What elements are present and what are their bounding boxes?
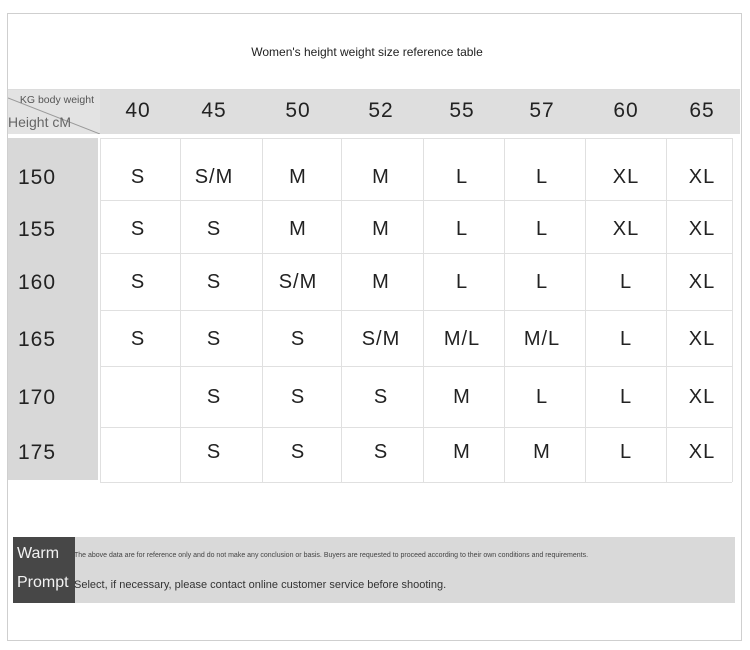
size-cell: M/L xyxy=(443,328,481,350)
weight-axis-label: KG body weight xyxy=(19,94,94,106)
grid-hline xyxy=(100,427,732,428)
size-cell: L xyxy=(535,218,549,240)
grid-hline xyxy=(100,253,732,254)
weight-header-52: 52 xyxy=(368,99,394,122)
size-cell: XL xyxy=(688,271,716,293)
notice-text-contact: Select, if necessary, please contact online customer service before shooting. xyxy=(74,579,447,591)
size-cell: S xyxy=(206,218,222,240)
size-cell: XL xyxy=(688,386,716,408)
size-cell: L xyxy=(535,271,549,293)
size-cell: M xyxy=(372,166,390,188)
size-cell: L xyxy=(455,271,469,293)
height-header-165: 165 xyxy=(18,328,57,351)
size-cell: S xyxy=(290,328,306,350)
size-cell: S xyxy=(290,386,306,408)
height-header-155: 155 xyxy=(18,218,57,241)
notice-label xyxy=(13,537,75,603)
notice-box xyxy=(13,537,735,603)
size-cell: XL xyxy=(688,218,716,240)
size-cell: S xyxy=(130,271,146,293)
size-cell: M xyxy=(453,386,471,408)
corner-header xyxy=(8,90,100,134)
notice-label-line1: Warm xyxy=(17,545,60,562)
size-cell: S xyxy=(373,441,389,463)
size-cell: XL xyxy=(612,166,640,188)
size-cell: S xyxy=(130,328,146,350)
size-cell: S xyxy=(373,386,389,408)
size-cell: L xyxy=(619,441,633,463)
size-grid xyxy=(100,138,732,482)
grid-hline xyxy=(100,366,732,367)
size-cell: S/M xyxy=(278,271,318,293)
size-cell: L xyxy=(535,386,549,408)
page-title: Women's height weight size reference table xyxy=(251,45,483,59)
size-cell: S xyxy=(130,166,146,188)
weight-header-57: 57 xyxy=(529,99,555,122)
size-cell: S xyxy=(206,328,222,350)
size-cell: L xyxy=(455,218,469,240)
size-cell: M xyxy=(289,166,307,188)
notice-label-line2: Prompt xyxy=(17,574,69,591)
size-cell: L xyxy=(619,271,633,293)
size-cell: S xyxy=(206,386,222,408)
size-cell: L xyxy=(455,166,469,188)
size-cell: M xyxy=(289,218,307,240)
weight-header-40: 40 xyxy=(125,99,151,122)
size-cell: M xyxy=(372,271,390,293)
size-cell: S xyxy=(130,218,146,240)
size-cell: S xyxy=(206,441,222,463)
grid-hline xyxy=(100,482,732,483)
weight-header-45: 45 xyxy=(201,99,227,122)
size-cell: M xyxy=(372,218,390,240)
size-cell: L xyxy=(619,328,633,350)
height-header-160: 160 xyxy=(18,271,57,294)
size-cell: S xyxy=(290,441,306,463)
size-cell: S/M xyxy=(194,166,234,188)
weight-header-65: 65 xyxy=(689,99,715,122)
height-header-170: 170 xyxy=(18,386,57,409)
size-cell: S/M xyxy=(361,328,401,350)
weight-header-60: 60 xyxy=(613,99,639,122)
size-cell: XL xyxy=(688,328,716,350)
size-cell: L xyxy=(619,386,633,408)
size-cell: M/L xyxy=(523,328,561,350)
grid-vline xyxy=(732,138,733,482)
grid-hline xyxy=(100,310,732,311)
notice-text-disclaimer: The above data are for reference only and do not make any conclusion or basis. Buyers are requested to proceed according to their own conditions and requirements. xyxy=(74,552,589,559)
size-cell: L xyxy=(535,166,549,188)
height-header-175: 175 xyxy=(18,441,57,464)
size-cell: XL xyxy=(612,218,640,240)
grid-hline xyxy=(100,138,732,139)
weight-header-50: 50 xyxy=(285,99,311,122)
size-cell: M xyxy=(533,441,551,463)
height-header-150: 150 xyxy=(18,166,57,189)
height-axis-label: Height cM xyxy=(8,114,72,130)
size-cell: M xyxy=(453,441,471,463)
size-cell: XL xyxy=(688,166,716,188)
grid-hline xyxy=(100,200,732,201)
size-cell: XL xyxy=(688,441,716,463)
weight-header-55: 55 xyxy=(449,99,475,122)
size-cell: S xyxy=(206,271,222,293)
